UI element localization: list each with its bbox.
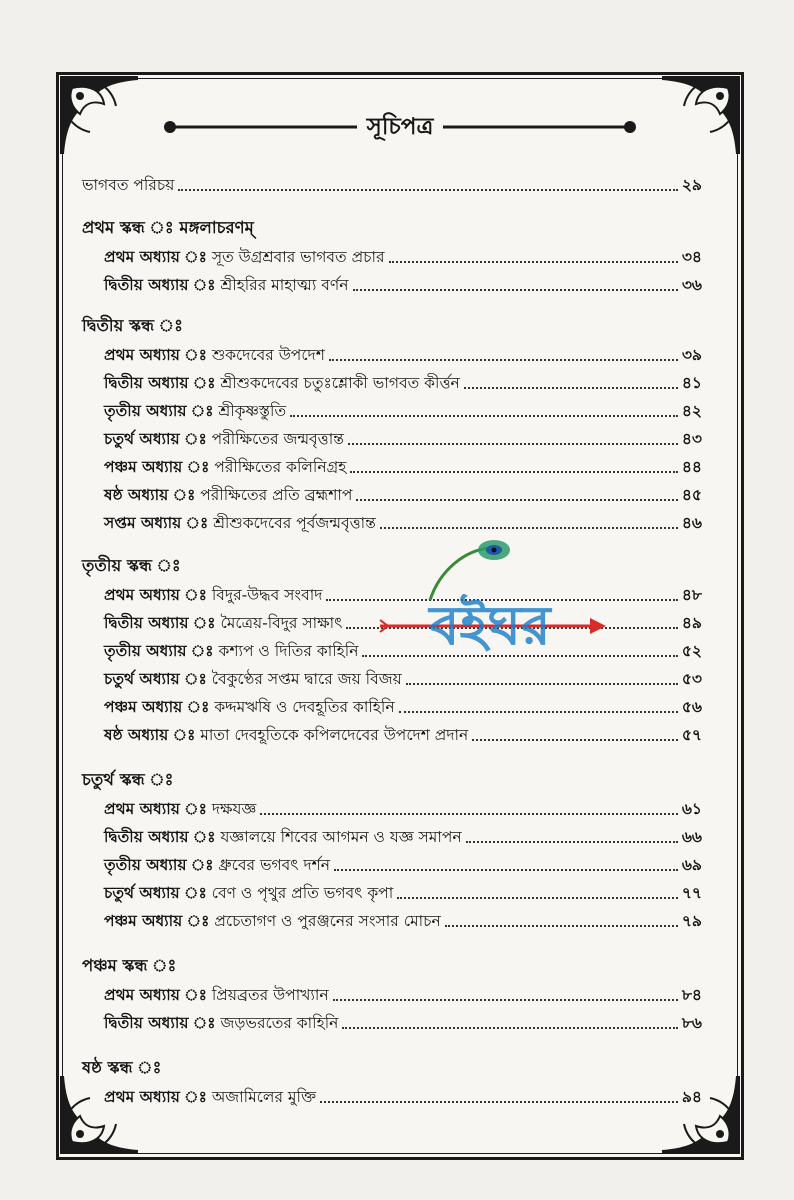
dot-leader	[320, 1100, 678, 1103]
dot-leader	[362, 654, 677, 657]
toc-page-number: ৬১	[681, 800, 702, 818]
section-heading: দ্বিতীয় স্কন্ধ ঃ	[82, 316, 183, 335]
toc-entry-title: দক্ষযজ্ঞ	[211, 800, 257, 818]
chapter-label: প্রথম অধ্যায় ঃ	[104, 586, 207, 604]
toc-page-number: ৪৬	[681, 514, 702, 532]
toc-entry-title: বেণ ও পৃথুর প্রতি ভগবৎ কৃপা	[211, 884, 394, 902]
toc-entry-title: শুকদেবের উপদেশ	[211, 346, 325, 364]
toc-page-number: ৪৯	[681, 614, 702, 632]
section-heading: ষষ্ঠ স্কন্ধ ঃ	[82, 1058, 162, 1077]
chapter-label: প্রথম অধ্যায় ঃ	[104, 346, 207, 364]
toc-entry-title: ভাগবত পরিচয়	[82, 176, 175, 194]
toc-entry-title: শ্রীশুকদেবের চতুঃশ্লোকী ভাগবত কীর্ত্তন	[220, 374, 460, 392]
toc-entry-title: বৈকুণ্ঠের সপ্তম দ্বারে জয় বিজয়	[211, 670, 402, 688]
toc-entry	[104, 454, 702, 478]
watermark-text: বইঘর	[429, 594, 551, 657]
toc-entry-title: প্রচেতাগণ ও পুরঞ্জনের সংসার মোচন	[214, 912, 441, 930]
toc-page-number: ৩৪	[681, 248, 702, 266]
chapter-label: চতুর্থ অধ্যায় ঃ	[104, 884, 207, 902]
toc-entry	[104, 880, 702, 904]
chapter-label: সপ্তম অধ্যায় ঃ	[104, 514, 209, 532]
toc-page-number: ৪৮	[681, 586, 702, 604]
toc-entry	[104, 722, 702, 746]
dot-leader	[389, 260, 678, 263]
toc-entry-title: শ্রীকৃষ্ণস্তুতি	[218, 402, 287, 420]
toc-entry	[104, 582, 702, 606]
chapter-label: ষষ্ঠ অধ্যায় ঃ	[104, 726, 196, 744]
toc-entry-title: পরীক্ষিতের প্রতি ব্রহ্মশাপ	[200, 486, 353, 504]
chapter-label: পঞ্চম অধ্যায় ঃ	[104, 698, 210, 716]
section-heading: চতুর্থ স্কন্ধ ঃ	[82, 770, 174, 789]
toc-entry	[104, 244, 702, 268]
dot-leader	[326, 598, 678, 601]
corner-ornament-icon	[660, 74, 742, 156]
toc-title-bar	[160, 110, 640, 144]
toc-page-number: ৪১	[681, 374, 702, 392]
toc-entry-title: কদ্দমঋষি ও দেবহূতির কাহিনি	[214, 698, 395, 716]
toc-page-number: ৫৭	[681, 726, 702, 744]
toc-entry-intro	[82, 172, 702, 196]
toc-page-number: ৪২	[681, 402, 702, 420]
toc-entry	[104, 852, 702, 876]
chapter-label: চতুর্থ অধ্যায় ঃ	[104, 430, 207, 448]
dot-leader	[472, 738, 678, 741]
dot-leader	[397, 896, 678, 899]
dot-leader	[346, 626, 677, 629]
chapter-label: পঞ্চম অধ্যায় ঃ	[104, 912, 210, 930]
page-title: সূচিপত্র	[357, 114, 444, 140]
dot-leader	[178, 188, 677, 191]
toc-entry	[104, 1010, 702, 1034]
toc-page-number: ৮৪	[681, 986, 702, 1004]
toc-page-number: ৬৯	[681, 856, 702, 874]
toc-entry	[104, 666, 702, 690]
toc-entry-title: কশ্যপ ও দিতির কাহিনি	[218, 642, 359, 660]
toc-entry	[104, 482, 702, 506]
toc-entry-title: মাতা দেবহূতিকে কপিলদেবের উপদেশ প্রদান	[200, 726, 469, 744]
dot-leader	[406, 682, 678, 685]
toc-entry-title: সূত উগ্রশ্রবার ভাগবত প্রচার	[211, 248, 385, 266]
toc-entry-title: শ্রীশুকদেবের পূর্বজন্মবৃত্তান্ত	[213, 514, 376, 532]
toc-entry-title: ধ্রুবের ভগবৎ দর্শন	[218, 856, 331, 874]
dot-leader	[342, 1026, 677, 1029]
toc-entry-title: জড়ভরতের কাহিনি	[220, 1014, 339, 1032]
toc-entry-title: পরীক্ষিতের কলিনিগ্রহ	[214, 458, 347, 476]
toc-page-number: ৭৯	[681, 912, 702, 930]
toc-page-number: ৭৭	[681, 884, 702, 902]
dot-leader	[445, 924, 678, 927]
toc-entry	[104, 982, 702, 1006]
chapter-label: দ্বিতীয় অধ্যায় ঃ	[104, 614, 216, 632]
chapter-label: ষষ্ঠ অধ্যায় ঃ	[104, 486, 196, 504]
toc-page-number: ৫৩	[681, 670, 702, 688]
dot-leader	[333, 998, 678, 1001]
toc-entry	[104, 824, 702, 848]
toc-entry	[104, 398, 702, 422]
toc-entry	[104, 796, 702, 820]
dot-leader	[334, 868, 678, 871]
dot-leader	[290, 414, 678, 417]
toc-entry-title: পরীক্ষিতের জন্মবৃত্তান্ত	[211, 430, 344, 448]
dot-leader	[260, 812, 678, 815]
toc-page-number: ৮৬	[681, 1014, 702, 1032]
toc-entry	[104, 272, 702, 296]
chapter-label: প্রথম অধ্যায় ঃ	[104, 986, 207, 1004]
toc-page-number: ৫৬	[681, 698, 702, 716]
chapter-label: প্রথম অধ্যায় ঃ	[104, 1088, 207, 1106]
dot-leader	[380, 526, 678, 529]
dot-leader	[466, 840, 678, 843]
toc-page-number: ৪৫	[681, 486, 702, 504]
dot-leader	[464, 386, 678, 389]
section-heading: প্রথম স্কন্ধ ঃ মঙ্গলাচরণম্	[82, 218, 254, 237]
chapter-label: চতুর্থ অধ্যায় ঃ	[104, 670, 207, 688]
toc-entry-title: প্রিয়ব্রতর উপাখ্যান	[211, 986, 329, 1004]
chapter-label: তৃতীয় অধ্যায় ঃ	[104, 856, 214, 874]
toc-page-number: ২৯	[681, 176, 702, 194]
dot-leader	[329, 358, 678, 361]
toc-entry	[104, 1084, 702, 1108]
chapter-label: প্রথম অধ্যায় ঃ	[104, 800, 207, 818]
chapter-label: প্রথম অধ্যায় ঃ	[104, 248, 207, 266]
chapter-label: পঞ্চম অধ্যায় ঃ	[104, 458, 210, 476]
chapter-label: তৃতীয় অধ্যায় ঃ	[104, 642, 214, 660]
toc-page-number: ৩৬	[681, 276, 702, 294]
corner-ornament-icon	[58, 74, 140, 156]
dot-leader	[399, 710, 678, 713]
section-heading: তৃতীয় স্কন্ধ ঃ	[82, 556, 181, 575]
toc-entry	[104, 342, 702, 366]
chapter-label: তৃতীয় অধ্যায় ঃ	[104, 402, 214, 420]
toc-page-number: ৫২	[681, 642, 702, 660]
section-heading: পঞ্চম স্কন্ধ ঃ	[82, 956, 177, 975]
toc-entry-title: যজ্ঞালয়ে শিবের আগমন ও যজ্ঞ সমাপন	[220, 828, 462, 846]
toc-entry-title: মৈত্রেয়-বিদুর সাক্ষাৎ	[220, 614, 343, 632]
toc-page-number: ৩৯	[681, 346, 702, 364]
toc-entry	[104, 610, 702, 634]
chapter-label: দ্বিতীয় অধ্যায় ঃ	[104, 1014, 216, 1032]
toc-entry-title: বিদুর-উদ্ধব সংবাদ	[211, 586, 323, 604]
chapter-label: দ্বিতীয় অধ্যায় ঃ	[104, 374, 216, 392]
toc-entry	[104, 510, 702, 534]
chapter-label: দ্বিতীয় অধ্যায় ঃ	[104, 276, 216, 294]
toc-entry	[104, 908, 702, 932]
dot-leader	[348, 442, 678, 445]
toc-page-number: ৪৩	[681, 430, 702, 448]
dot-leader	[353, 288, 678, 291]
toc-entry-title: অজামিলের মুক্তি	[211, 1088, 317, 1106]
chapter-label: দ্বিতীয় অধ্যায় ঃ	[104, 828, 216, 846]
toc-page-number: ৪৪	[681, 458, 702, 476]
toc-page-number: ৬৬	[681, 828, 702, 846]
dot-leader	[356, 498, 677, 501]
toc-page-number: ৯৪	[681, 1088, 702, 1106]
dot-leader	[350, 470, 678, 473]
toc-entry-title: শ্রীহরির মাহাত্ম্য বর্ণন	[220, 276, 349, 294]
toc-entry	[104, 638, 702, 662]
toc-entry	[104, 694, 702, 718]
toc-entry	[104, 370, 702, 394]
toc-entry	[104, 426, 702, 450]
